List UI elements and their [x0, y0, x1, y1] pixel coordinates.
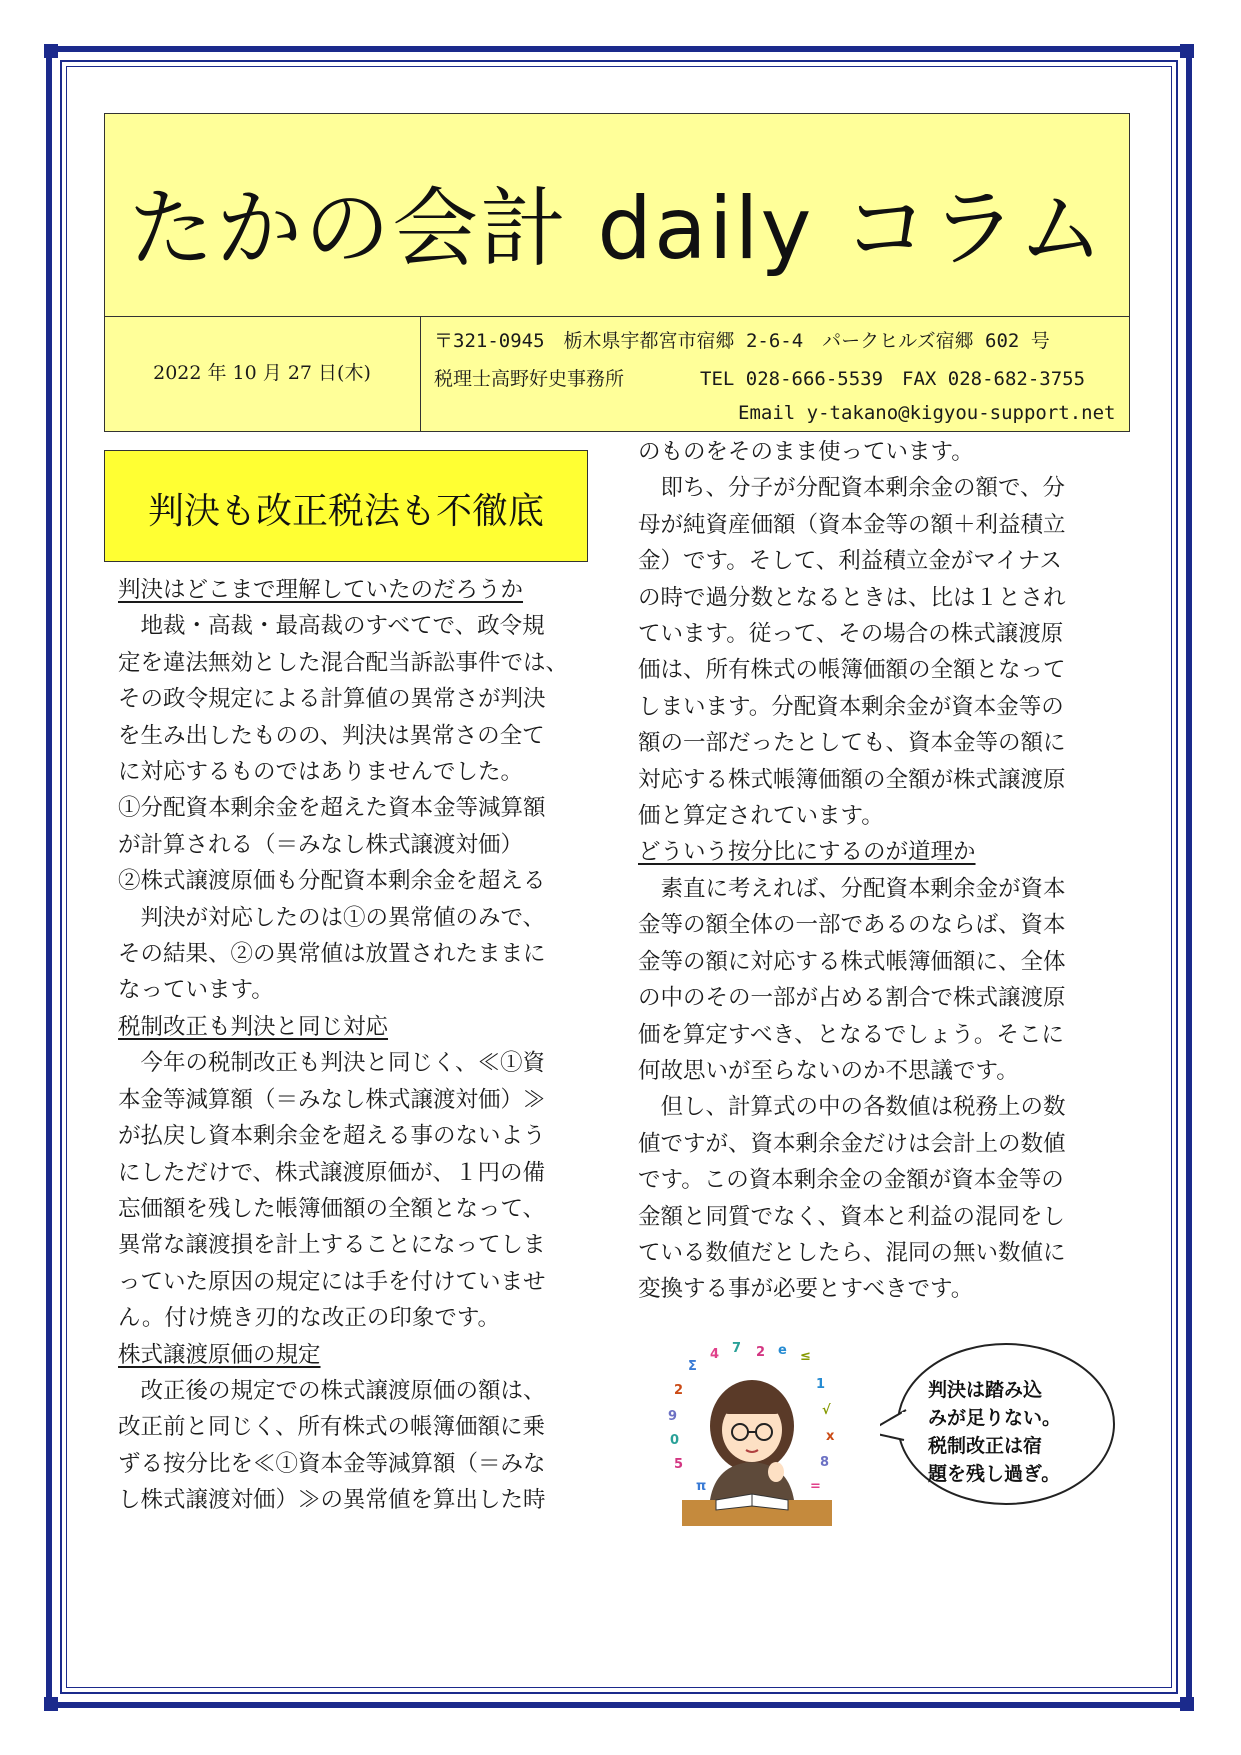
speech-bubble-text [928, 1376, 1061, 1488]
svg-text:=: = [810, 1479, 821, 1494]
info-divider [420, 316, 421, 432]
body-text-line: しまいます。分配資本剰余金が資本金等の [638, 693, 1064, 720]
body-text-line: 金）です。そして、利益積立金がマイナス [638, 548, 1062, 575]
svg-text:2: 2 [674, 1383, 684, 1398]
page-title: たかの会計 daily コラム [128, 179, 1106, 279]
section-heading: どういう按分比にするのが道理か [638, 839, 976, 866]
body-text-line: 金等の額に対応する株式帳簿価額に、全体 [638, 948, 1066, 975]
body-text-line: が計算される（＝みなし株式譲渡対価） [118, 831, 524, 858]
svg-text:7: 7 [732, 1341, 742, 1356]
body-text-line: ん。付け焼き刃的な改正の印象です。 [118, 1305, 501, 1332]
speech-bubble-line: みが足りない。 [928, 1407, 1062, 1429]
body-text-line: のものをそのまま使っています。 [638, 439, 974, 465]
body-text-line: 忘価額を残した帳簿価額の全額となって、 [118, 1195, 546, 1222]
svg-text:e: e [778, 1343, 787, 1358]
body-text-line: 異常な譲渡損を計上することになってしま [118, 1232, 546, 1259]
studying-woman-illustration [660, 1340, 870, 1530]
svg-text:π: π [696, 1479, 707, 1494]
headline: 判決も改正税法も不徹底 [147, 491, 544, 532]
svg-text:9: 9 [668, 1409, 678, 1424]
svg-text:1: 1 [816, 1377, 826, 1392]
office-address: 〒321-0945 栃木県宇都宮市宿郷 2-6-4 パークヒルズ宿郷 602 号 [434, 330, 1050, 352]
body-text-line: 改正後の規定での株式譲渡原価の額は、 [118, 1377, 546, 1404]
body-text-line: にしただけで、株式譲渡原価が、１円の備 [118, 1159, 546, 1186]
body-text-line: に対応するものではありませんでした。 [118, 759, 524, 786]
body-text-line: 定を違法無効とした混合配当訴訟事件では、 [118, 649, 569, 676]
body-text-line: 素直に考えれば、分配資本剰余金が資本 [638, 875, 1066, 902]
body-text-line: の時で過分数となるときは、比は１とされ [638, 584, 1066, 611]
body-text-line: です。この資本剰余金の金額が資本金等の [638, 1167, 1064, 1194]
speech-bubble-line: 題を残し過ぎ。 [928, 1463, 1061, 1485]
body-text-line: ②株式譲渡原価も分配資本剰余金を超える [118, 868, 546, 895]
body-text-line: ています。従って、その場合の株式譲渡原 [638, 621, 1064, 648]
section-heading: 税制改正も判決と同じ対応 [118, 1013, 389, 1040]
svg-text:4: 4 [710, 1347, 720, 1362]
body-text-line: が払戻し資本剰余金を超える事のないよう [118, 1123, 546, 1150]
body-text-line: の中のその一部が占める割合で株式譲渡原 [638, 985, 1066, 1012]
body-text-line: 改正前と同じく、所有株式の帳簿価額に乗 [118, 1414, 546, 1441]
border-corner [44, 1697, 58, 1711]
svg-text:0: 0 [670, 1433, 680, 1448]
body-text-line: 額の一部だったとしても、資本金等の額に [638, 730, 1066, 757]
body-text-line: っていた原因の規定には手を付けていませ [118, 1268, 546, 1295]
border-corner [1180, 44, 1194, 58]
body-text-line: ずる按分比を≪①資本金等減算額（＝みな [118, 1450, 546, 1477]
body-text-line: 金等の額全体の一部であるのならば、資本 [638, 912, 1066, 939]
svg-text:5: 5 [674, 1457, 684, 1472]
border-corner [1180, 1697, 1194, 1711]
body-text-line: 地裁・高裁・最高裁のすべてで、政令規 [118, 613, 545, 640]
body-text-line: 但し、計算式の中の各数値は税務上の数 [638, 1094, 1066, 1121]
svg-text:x: x [826, 1429, 835, 1444]
body-text-line: 変換する事が必要とすべきです。 [638, 1276, 974, 1303]
body-text-line: ている数値だとしたら、混同の無い数値に [638, 1239, 1066, 1266]
svg-text:8: 8 [820, 1455, 830, 1470]
svg-text:2: 2 [756, 1345, 766, 1360]
right-column [638, 434, 1118, 1308]
body-text-line: 価は、所有株式の帳簿価額の全額となって [638, 657, 1066, 684]
body-text-line: 何故思いが至らないのか不思議です。 [638, 1057, 1019, 1084]
body-text-line: 価と算定されています。 [638, 803, 884, 830]
title-banner [104, 113, 1130, 317]
body-text-line: 価を算定すべき、となるでしょう。そこに [638, 1021, 1064, 1048]
speech-bubble-line: 判決は踏み込 [928, 1379, 1043, 1401]
body-text-line: その政令規定による計算値の異常さが判決 [118, 686, 546, 713]
body-text-line: を生み出したものの、判決は異常さの全て [118, 722, 545, 749]
body-text-line: 母が純資産価額（資本金等の額＋利益積立 [638, 511, 1066, 538]
svg-text:√: √ [822, 1403, 831, 1418]
border-corner [44, 44, 58, 58]
body-text-line: し株式譲渡対価）≫の異常値を算出した時 [118, 1487, 546, 1514]
body-text-line: 今年の税制改正も判決と同じく、≪①資 [118, 1050, 546, 1077]
body-text-line: 値ですが、資本剰余金だけは会計上の数値 [638, 1130, 1066, 1157]
body-text-line: その結果、②の異常値は放置されたままに [118, 941, 546, 968]
body-text-line: 判決が対応したのは①の異常値のみで、 [118, 904, 546, 931]
body-text-line: 即ち、分子が分配資本剰余金の額で、分 [638, 475, 1066, 502]
speech-bubble-line: 税制改正は宿 [928, 1435, 1043, 1457]
body-text-line: 金額と同質でなく、資本と利益の混同をし [638, 1203, 1066, 1230]
section-heading: 株式譲渡原価の規定 [118, 1341, 321, 1368]
body-text-line: なっています。 [118, 977, 274, 1004]
svg-text:Σ: Σ [688, 1359, 697, 1374]
office-email: Email y-takano@kigyou-support.net [738, 402, 1116, 424]
body-text-line: ①分配資本剰余金を超えた資本金等減算額 [118, 795, 546, 822]
left-column [118, 572, 596, 1519]
svg-text:≤: ≤ [800, 1349, 811, 1364]
body-text-line: 対応する株式帳簿価額の全額が株式譲渡原 [638, 766, 1066, 793]
issue-date: 2022 年 10 月 27 日(木) [153, 362, 371, 384]
body-text-line: 本金等減算額（＝みなし株式譲渡対価）≫ [118, 1086, 546, 1113]
headline-box [104, 450, 588, 562]
section-heading: 判決はどこまで理解していたのだろうか [118, 577, 524, 603]
office-contact: 税理士高野好史事務所 TEL 028-666-5539 FAX 028-682-3755 [434, 368, 1086, 390]
